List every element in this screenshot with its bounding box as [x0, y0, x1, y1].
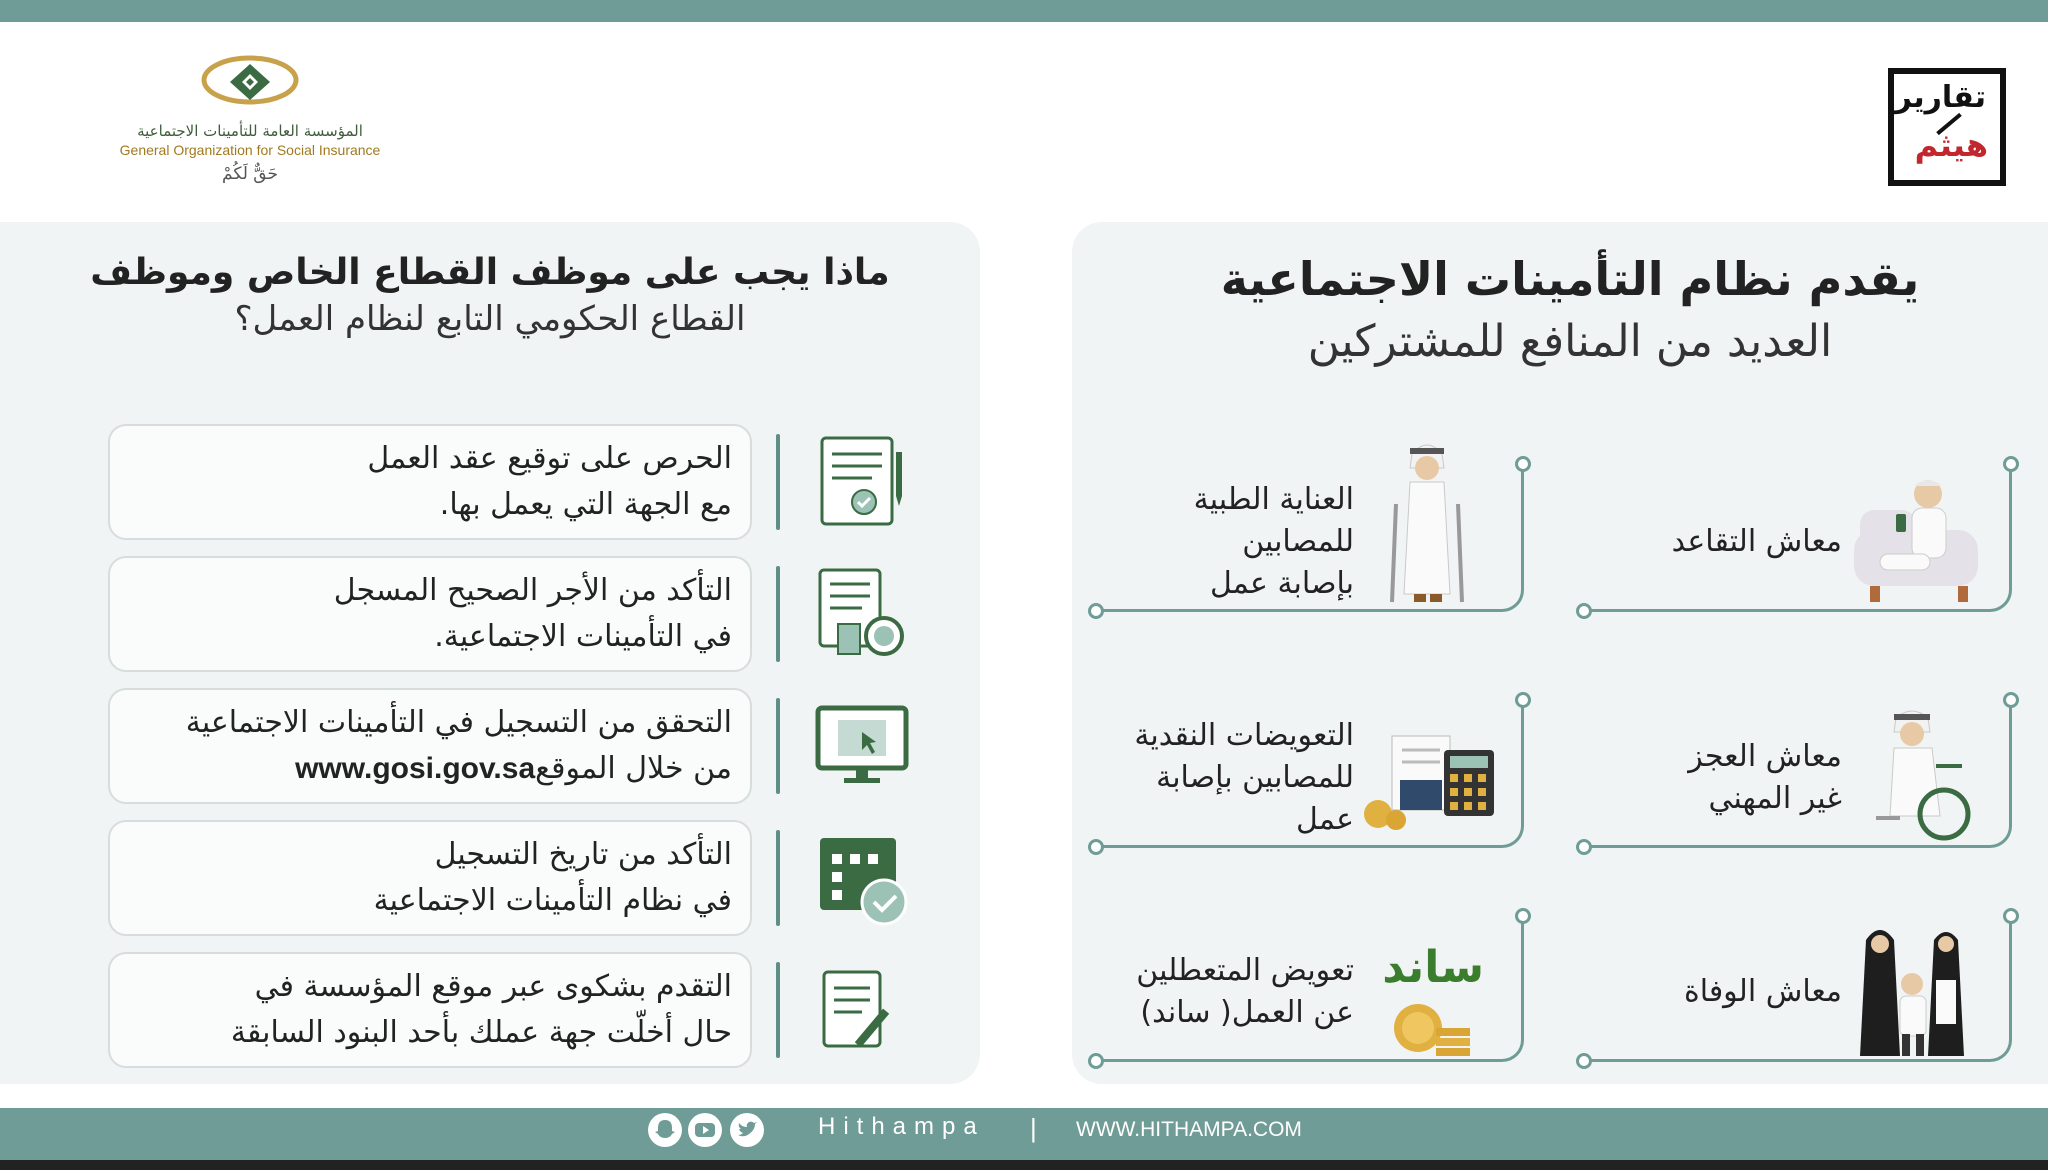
benefit-card: [1094, 698, 1524, 848]
step-divider: [776, 698, 780, 794]
step-text: [122, 568, 732, 660]
complaint-form-icon: [812, 962, 912, 1062]
benefit-line: للمصابين بإصابة: [1156, 760, 1354, 795]
snapchat-icon[interactable]: [648, 1113, 682, 1147]
benefit-label: [1582, 482, 1842, 602]
website-monitor-icon: [812, 696, 912, 796]
benefit-line: العناية الطبية: [1193, 482, 1354, 517]
step-line: التأكد من الأجر الصحيح المسجل: [333, 573, 732, 608]
bracket-dot: [1088, 1053, 1104, 1069]
step-line: التأكد من تاريخ التسجيل: [434, 837, 732, 872]
step-divider: [776, 830, 780, 926]
gosi-logo: [110, 52, 390, 202]
step-text: [122, 700, 732, 792]
benefit-card: [1582, 698, 2012, 848]
step-card: [108, 820, 752, 936]
bracket-dot: [1515, 908, 1531, 924]
benefits-title-line1: يقدم نظام التأمينات الاجتماعية: [1220, 252, 1920, 306]
requirements-title: [60, 252, 920, 339]
benefit-card: [1582, 462, 2012, 612]
benefits-title-line2: العديد من المنافع للمشتركين: [1307, 316, 1833, 367]
step-line: في نظام التأمينات الاجتماعية: [373, 883, 732, 918]
step-card: [108, 688, 752, 804]
footer-brand: Hithampa: [818, 1113, 985, 1140]
benefit-line: تعويض المتعطلين: [1136, 953, 1354, 988]
bracket-dot: [1576, 839, 1592, 855]
gold-coins-icon: [1382, 998, 1472, 1058]
footer-separator: |: [1030, 1113, 1037, 1143]
requirements-title-line2: القطاع الحكومي التابع لنظام العمل؟: [234, 299, 746, 339]
gosi-website-link[interactable]: www.gosi.gov.sa: [295, 752, 536, 785]
step-text: [122, 832, 732, 924]
step-line: التقدم بشكوى عبر موقع المؤسسة في: [254, 969, 732, 1004]
gosi-arabic-name: المؤسسة العامة للتأمينات الاجتماعية: [137, 122, 363, 140]
benefit-line: عمل: [1296, 802, 1354, 837]
bracket-dot: [2003, 456, 2019, 472]
benefit-label: [1094, 932, 1354, 1052]
step-line: [122, 746, 732, 792]
step-divider: [776, 962, 780, 1058]
footer-bar: [0, 1108, 2048, 1160]
benefit-line: عن العمل( ساند): [1140, 995, 1354, 1030]
step-line: الحرص على توقيع عقد العمل: [367, 441, 732, 476]
benefit-line: معاش الوفاة: [1683, 974, 1842, 1009]
benefit-label: [1582, 932, 1842, 1052]
benefit-line: بإصابة عمل: [1209, 566, 1354, 601]
benefit-label: [1094, 718, 1354, 838]
gosi-tagline: حَقٌّ لَكُمْ: [222, 164, 278, 184]
twitter-icon[interactable]: [730, 1113, 764, 1147]
benefit-line: غير المهني: [1708, 781, 1842, 816]
bracket-dot: [1576, 603, 1592, 619]
wheelchair-icon: [1840, 706, 1990, 846]
bottom-frame: [0, 1160, 2048, 1170]
bracket-dot: [1515, 692, 1531, 708]
brand-logo: [1888, 68, 2006, 186]
bracket-dot: [1088, 839, 1104, 855]
brand-logo-line1: تقارير: [1894, 80, 1986, 115]
gosi-emblem-icon: [200, 52, 300, 114]
saned-logo-text: ساند: [1382, 942, 1484, 993]
bracket-dot: [1515, 456, 1531, 472]
bracket-dot: [1576, 1053, 1592, 1069]
benefit-label: [1582, 718, 1842, 838]
benefit-card: [1582, 912, 2012, 1062]
step-line-text: من خلال الموقع: [535, 751, 732, 786]
step-text: [122, 436, 732, 528]
bracket-dot: [2003, 692, 2019, 708]
footer-website-link[interactable]: WWW.HITHAMPA.COM: [1076, 1118, 1302, 1141]
top-bar: [0, 0, 2048, 22]
benefit-line: معاش التقاعد: [1671, 524, 1842, 559]
step-card: [108, 556, 752, 672]
step-line: التحقق من التسجيل في التأمينات الاجتماعية: [185, 705, 732, 740]
youtube-icon[interactable]: [688, 1113, 722, 1147]
saned-logo-icon: [1352, 920, 1502, 1060]
gosi-english-name: General Organization for Social Insurance: [119, 142, 381, 158]
step-line: في التأمينات الاجتماعية.: [434, 619, 732, 654]
brand-logo-line2: هيثم: [1914, 126, 1988, 164]
step-divider: [776, 434, 780, 530]
benefit-card: [1094, 462, 1524, 612]
step-card: [108, 952, 752, 1068]
benefit-line: التعويضات النقدية: [1134, 718, 1354, 753]
step-card: [108, 424, 752, 540]
injured-worker-icon: [1352, 434, 1502, 610]
calendar-check-icon: [812, 828, 912, 928]
salary-document-icon: [812, 564, 912, 664]
benefit-line: معاش العجز: [1688, 739, 1842, 774]
contract-icon: [812, 432, 912, 532]
step-text: [122, 964, 732, 1056]
benefits-title: [1180, 252, 1960, 367]
benefit-label: [1094, 482, 1354, 602]
family-icon: [1840, 920, 1990, 1060]
benefit-card: [1094, 912, 1524, 1062]
requirements-title-line1: ماذا يجب على موظف القطاع الخاص وموظف: [90, 252, 890, 293]
bracket-dot: [1088, 603, 1104, 619]
step-line: مع الجهة التي يعمل بها.: [439, 487, 732, 522]
retiree-icon: [1840, 470, 1990, 610]
step-line: حال أخلّت جهة عملك بأحد البنود السابقة: [230, 1015, 732, 1050]
cash-compensation-icon: [1352, 706, 1502, 846]
benefit-line: للمصابين: [1242, 524, 1354, 559]
step-divider: [776, 566, 780, 662]
bracket-dot: [2003, 908, 2019, 924]
